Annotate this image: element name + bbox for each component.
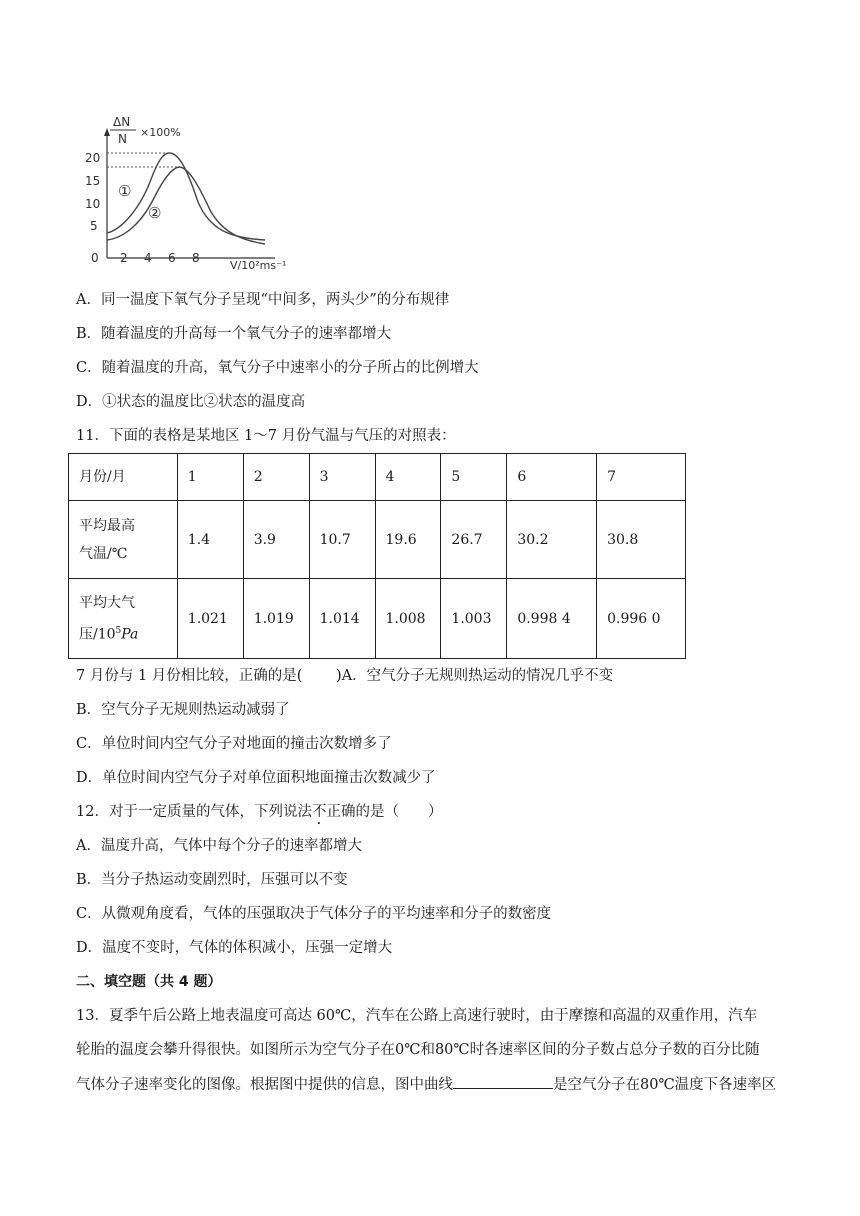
curve-2 [107,167,265,244]
climate-table [68,453,686,659]
table-cell: 1.4 [177,501,243,579]
pressure-label-line-1: 平均大气 [79,594,135,611]
pressure-unit-exponent: 5 [115,625,122,636]
table-cell: 0.996 0 [597,579,686,659]
q11-option-c: C．单位时间内空气分子对地面的撞击次数增多了 [76,736,392,752]
table-cell: 26.7 [441,501,507,579]
table-header-cell: 2 [243,454,309,501]
temp-label-line-1: 平均最高 [79,517,135,534]
q10-option-a: A．同一温度下氧气分子呈现“中间多，两头少”的分布规律 [76,292,450,308]
x-tick-6: 6 [168,251,176,265]
y-tick-20: 20 [85,151,101,165]
table-row-label [69,579,178,659]
temp-label-line-2: 气温/℃ [79,545,128,562]
y-tick-0: 0 [91,251,99,265]
table-header-cell: 1 [177,454,243,501]
pressure-unit-base: 压/10 [79,626,116,643]
q13-line-2: 轮胎的温度会攀升得很快。如图所示为空气分子在0℃和80℃时各速率区间的分子数占总分子数的百分比随 [76,1042,760,1058]
distribution-figure [80,112,295,274]
table-cell: 1.019 [243,579,309,659]
q11-option-b: B．空气分子无规则热运动减弱了 [76,702,290,718]
table-row [69,501,686,579]
q12-stem-pre: 12．对于一定质量的气体，下列说法 [76,804,312,820]
q12-option-c: C．从微观角度看，气体的压强取决于气体分子的平均速率和分子的数密度 [76,906,552,922]
pressure-unit: Pa [121,626,139,643]
q11-compare: 7 月份与 1 月份相比较，正确的是( )A．空气分子无规则热运动的情况几乎不变 [76,668,614,684]
pressure-label-line-2 [79,617,177,649]
table-cell: 1.021 [177,579,243,659]
x-tick-2: 2 [120,251,128,265]
q13-line-3-post: 是空气分子在80℃温度下各速率区 [553,1077,777,1093]
q13-line-1: 13．夏季午后公路上地表温度可高达 60℃，汽车在公路上高速行驶时，由于摩擦和高温的双重作用，汽车 [76,1008,758,1024]
q10-option-d: D．①状态的温度比②状态的温度高 [76,394,306,410]
q12-option-b: B．当分子热运动变剧烈时，压强可以不变 [76,872,348,888]
q12-stem [76,802,442,828]
q13-line-3-pre: 气体分子速率变化的图像。根据图中提供的信息，图中曲线 [76,1077,453,1093]
y-axis-arrow-icon [104,128,110,136]
q10-option-c: C．随着温度的升高，氧气分子中速率小的分子所占的比例增大 [76,360,479,376]
table-header-cell: 6 [507,454,597,501]
q11-stem: 11．下面的表格是某地区 1～7 月份气温与气压的对照表： [76,428,456,444]
table-cell: 3.9 [243,501,309,579]
table-cell: 30.8 [597,501,686,579]
table-cell: 1.014 [309,579,375,659]
q11-option-d: D．单位时间内空气分子对单位面积地面撞击次数减少了 [76,770,436,786]
table-cell: 10.7 [309,501,375,579]
y-label-numerator: ΔN [113,115,131,129]
table-header-cell: 7 [597,454,686,501]
table-header-cell: 5 [441,454,507,501]
table-row [69,454,686,501]
distribution-graph [80,112,295,274]
curve-2-label: ② [148,204,162,222]
table-cell: 0.998 4 [507,579,597,659]
q12-option-d: D．温度不变时，气体的体积减小，压强一定增大 [76,940,393,956]
section-heading: 二、填空题（共 4 题） [76,974,222,990]
q10-option-b: B．随着温度的升高每一个氧气分子的速率都增大 [76,326,392,342]
x-axis-label: V/10²ms⁻¹ [230,259,287,272]
table-cell: 19.6 [375,501,441,579]
table-cell: 30.2 [507,501,597,579]
table-cell: 1.008 [375,579,441,659]
q12-stem-emphasis: 不 [311,804,327,820]
answer-blank[interactable] [453,1074,553,1089]
q13-line-3 [76,1074,776,1095]
table-header-cell: 4 [375,454,441,501]
table-cell: 1.003 [441,579,507,659]
table-row [69,579,686,659]
x-tick-8: 8 [192,251,200,265]
q12-stem-post: 正确的是（ ） [326,804,443,820]
curve-1-label: ① [118,182,132,200]
q12-option-a: A．温度升高，气体中每个分子的速率都增大 [76,838,362,854]
y-tick-5: 5 [90,219,98,233]
y-tick-15: 15 [85,174,101,188]
table-row-label [69,501,178,579]
y-label-denominator: N [118,132,127,146]
y-label-unit: ×100% [140,126,181,139]
y-tick-10: 10 [85,197,101,211]
x-tick-4: 4 [144,251,152,265]
table-header-cell: 月份/月 [69,454,178,501]
table-header-cell: 3 [309,454,375,501]
